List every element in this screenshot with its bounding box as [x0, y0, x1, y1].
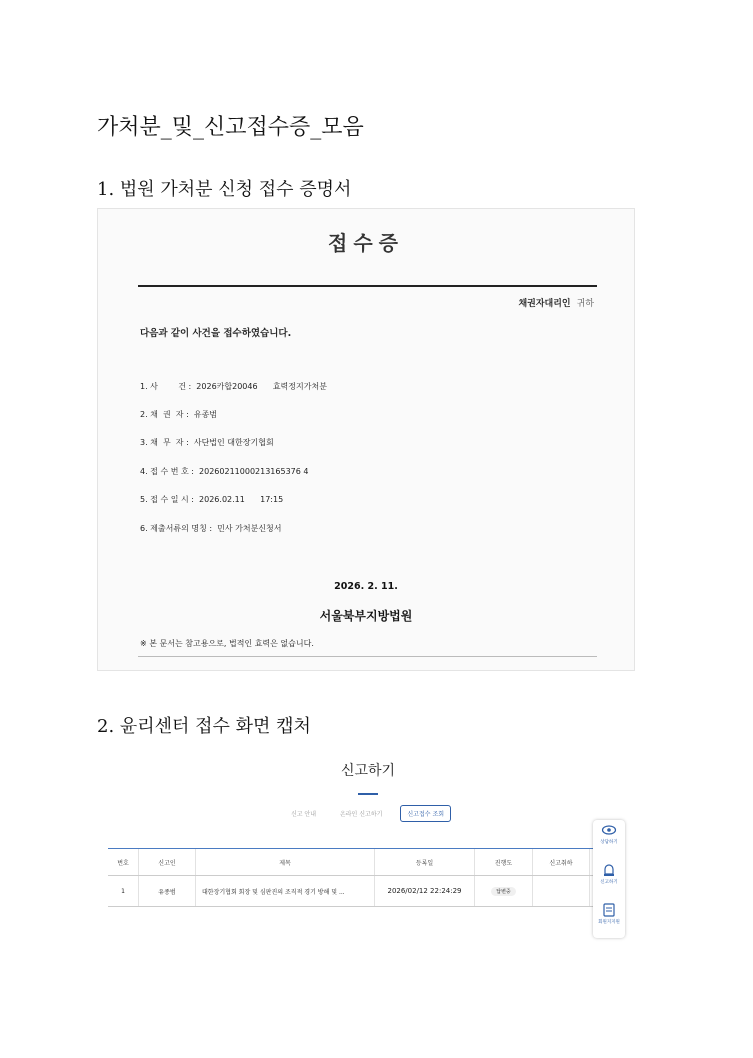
col-withdraw: 신고취하	[533, 849, 590, 876]
receipt-title: 접수증	[328, 231, 404, 255]
side-consult-label: 상담하기	[600, 840, 618, 845]
page-title: 신고하기	[340, 763, 396, 779]
col-date: 등록일	[375, 849, 475, 876]
receipt-intro: 다음과 같이 사건을 접수하였습니다.	[140, 328, 292, 339]
cell-subject[interactable]: 대한장기협회 회장 및 심판진의 조직적 경기 방해 및 ...	[196, 876, 375, 907]
document-title: 가처분_및_신고접수증_모음	[97, 115, 364, 140]
side-consult[interactable]	[593, 820, 625, 860]
alarm-icon	[602, 863, 616, 877]
side-report[interactable]	[593, 860, 625, 900]
receipt-field-document: 6. 제출서류의 명칭 : 민사 가처분신청서	[140, 524, 282, 533]
cell-reporter: 유종범	[139, 876, 196, 907]
col-number: 번호	[108, 849, 139, 876]
tab-report-lookup[interactable]: 신고접수 조회	[400, 805, 451, 822]
cell-date: 2026/02/12 22:24:29	[375, 876, 475, 907]
receipt-date: 2026. 2. 11.	[334, 581, 398, 592]
eye-icon	[601, 823, 617, 837]
ethics-center-screenshot	[108, 755, 628, 955]
report-table	[108, 848, 614, 907]
side-support-label: 회원지지원	[598, 920, 620, 925]
col-subject: 제목	[196, 849, 375, 876]
receipt-field-creditor: 2. 채 권 자 : 유종범	[140, 410, 218, 419]
document-icon	[603, 903, 615, 917]
tab-guide[interactable]: 신고 안내	[290, 811, 317, 818]
receipt-field-number: 4. 접 수 번 호 : 20260211000213165376 4	[140, 467, 309, 476]
col-reporter: 신고인	[139, 849, 196, 876]
receipt-addressee: 채권자대리인 귀하	[518, 299, 594, 309]
receipt-field-datetime: 5. 접 수 일 시 : 2026.02.11 17:15	[140, 495, 284, 504]
section-heading-ethics: 2. 윤리센터 접수 화면 캡처	[97, 716, 311, 737]
col-status: 진행도	[475, 849, 533, 876]
receipt-field-case: 1. 사 건 : 2026카합20046 효력정지가처분	[140, 382, 327, 391]
court-receipt-image	[97, 208, 635, 671]
receipt-court: 서울북부지방법원	[319, 609, 413, 623]
receipt-field-debtor: 3. 채 무 자 : 사단법인 대한장기협회	[140, 438, 274, 447]
tab-bar	[108, 805, 628, 822]
receipt-divider	[138, 285, 597, 287]
receipt-bottom-divider	[138, 656, 597, 657]
side-report-label: 신고하기	[600, 880, 618, 885]
tab-online-report[interactable]: 온라인 신고하기	[339, 811, 383, 818]
cell-status	[475, 876, 533, 907]
cell-number: 1	[108, 876, 139, 907]
side-support[interactable]	[593, 900, 625, 940]
table-row[interactable]	[108, 876, 614, 907]
floating-side-menu	[593, 820, 625, 938]
table-header-row	[108, 849, 614, 876]
receipt-note: ※ 본 문서는 참고용으로, 법적인 효력은 없습니다.	[140, 639, 314, 648]
title-underline	[358, 793, 378, 795]
section-heading-court: 1. 법원 가처분 신청 접수 증명서	[97, 179, 352, 200]
cell-withdraw	[533, 876, 590, 907]
status-badge: 답변중	[491, 887, 516, 896]
